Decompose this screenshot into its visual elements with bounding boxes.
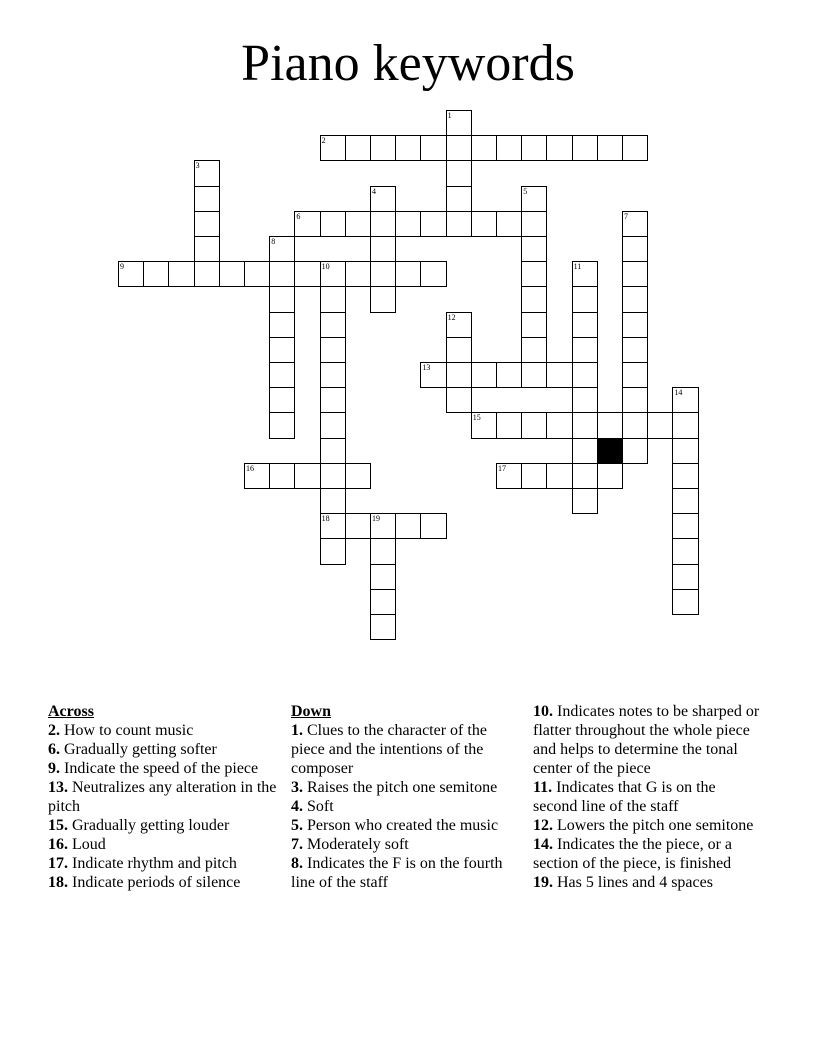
grid-cell[interactable] (269, 362, 295, 388)
clue-item (533, 778, 763, 816)
grid-cell[interactable] (320, 387, 346, 413)
grid-cell[interactable] (320, 337, 346, 363)
grid-cell[interactable] (622, 362, 648, 388)
black-cell (597, 438, 623, 464)
grid-cell[interactable] (521, 312, 547, 338)
grid-cell[interactable] (269, 412, 295, 438)
grid-cell[interactable] (572, 387, 598, 413)
cell-number: 6 (296, 211, 301, 221)
clue-number: 14. (533, 836, 553, 853)
grid-cell[interactable] (471, 412, 497, 438)
grid-cell[interactable] (294, 463, 320, 489)
down-list (291, 721, 521, 892)
grid-cell[interactable] (521, 337, 547, 363)
grid-cell[interactable] (320, 211, 346, 237)
grid-cell[interactable] (622, 135, 648, 161)
grid-cell[interactable] (345, 261, 371, 287)
clue-item (48, 721, 278, 740)
clue-item (48, 873, 278, 892)
grid-cell[interactable] (672, 463, 698, 489)
grid-cell[interactable] (269, 236, 295, 262)
cell-number: 1 (447, 111, 452, 120)
grid-cell[interactable] (370, 538, 396, 564)
grid-cell[interactable] (572, 463, 598, 489)
clue-item (291, 778, 521, 797)
clue-item (48, 854, 278, 873)
grid-cell[interactable] (395, 513, 421, 539)
cell-number: 2 (321, 136, 326, 146)
grid-cell[interactable] (194, 160, 220, 186)
grid-cell[interactable] (572, 312, 598, 338)
grid-cell[interactable] (320, 538, 346, 564)
grid-cell[interactable] (597, 135, 623, 161)
grid-cell[interactable] (546, 362, 572, 388)
clue-item (533, 835, 763, 873)
grid-cell[interactable] (370, 614, 396, 640)
grid-cell[interactable] (194, 236, 220, 262)
clue-number: 11. (533, 779, 553, 796)
grid-cell[interactable] (672, 564, 698, 590)
grid-cell[interactable] (622, 412, 648, 438)
clue-text: Has 5 lines and 4 spaces (553, 874, 713, 891)
grid-cell[interactable] (672, 538, 698, 564)
grid-cell[interactable] (219, 261, 245, 287)
cell-number: 15 (472, 413, 481, 423)
cell-number: 9 (120, 262, 124, 272)
grid-cell[interactable] (572, 286, 598, 312)
grid-cell[interactable] (521, 412, 547, 438)
grid-cell[interactable] (370, 186, 396, 212)
grid-cell[interactable] (370, 513, 396, 539)
grid-cell[interactable] (420, 211, 446, 237)
clue-text: Indicates the the piece, or a section of the piece, is finished (533, 836, 733, 872)
cell-number: 14 (674, 388, 683, 398)
grid-cell[interactable] (370, 211, 396, 237)
clue-number: 13. (48, 779, 68, 796)
grid-cell[interactable] (345, 135, 371, 161)
grid-cell[interactable] (269, 286, 295, 312)
clue-text: Soft (303, 798, 334, 815)
grid-cell[interactable] (294, 211, 320, 237)
cell-number: 3 (195, 161, 200, 171)
puzzle-title: Piano keywords (241, 35, 575, 92)
clue-number: 12. (533, 817, 553, 834)
cell-number: 8 (271, 237, 276, 246)
grid-cell[interactable] (446, 160, 472, 186)
grid-cell[interactable] (320, 261, 346, 287)
grid-cell[interactable] (572, 488, 598, 514)
grid-cell[interactable] (420, 261, 446, 287)
grid-cell[interactable] (572, 362, 598, 388)
grid-cell[interactable] (269, 261, 295, 287)
grid-cell[interactable] (521, 211, 547, 237)
grid-cell[interactable] (345, 513, 371, 539)
cell-number: 10 (321, 262, 330, 272)
grid-cell[interactable] (269, 463, 295, 489)
grid-cell[interactable] (320, 286, 346, 312)
grid-cell[interactable] (143, 261, 169, 287)
grid-cell[interactable] (496, 362, 522, 388)
clue-number: 9. (48, 760, 60, 777)
grid-cell[interactable] (446, 186, 472, 212)
grid-cell[interactable] (572, 337, 598, 363)
grid-cell[interactable] (471, 135, 497, 161)
clue-item (533, 873, 763, 892)
grid-cell[interactable] (647, 412, 673, 438)
clue-item (291, 835, 521, 854)
clue-text: Indicates the F is on the fourth line of the staff (291, 855, 503, 891)
clue-item (291, 797, 521, 816)
clue-number: 16. (48, 836, 68, 853)
grid-cell[interactable] (622, 286, 648, 312)
grid-cell[interactable] (521, 463, 547, 489)
grid-cell[interactable] (244, 463, 270, 489)
grid-cell[interactable] (420, 362, 446, 388)
grid-cell[interactable] (395, 261, 421, 287)
clue-text: Loud (68, 836, 106, 853)
grid-cell[interactable] (269, 387, 295, 413)
clue-item (48, 778, 278, 816)
grid-cell[interactable] (572, 438, 598, 464)
grid-cell[interactable] (672, 513, 698, 539)
grid-cell[interactable] (345, 463, 371, 489)
grid-cell[interactable] (496, 412, 522, 438)
clue-number: 19. (533, 874, 553, 891)
clue-item (48, 835, 278, 854)
grid-cell[interactable] (597, 463, 623, 489)
clue-number: 17. (48, 855, 68, 872)
grid-cell[interactable] (244, 261, 270, 287)
clue-number: 18. (48, 874, 68, 891)
grid-cell[interactable] (446, 387, 472, 413)
grid-cell[interactable] (320, 488, 346, 514)
grid-cell[interactable] (572, 261, 598, 287)
grid-cell[interactable] (446, 337, 472, 363)
grid-cell[interactable] (672, 589, 698, 615)
across-clues (48, 702, 278, 892)
grid-cell[interactable] (521, 286, 547, 312)
grid-cell[interactable] (395, 211, 421, 237)
grid-cell[interactable] (194, 211, 220, 237)
cell-number: 17 (498, 463, 506, 473)
clue-item (291, 854, 521, 892)
grid-cell[interactable] (521, 135, 547, 161)
grid-cell[interactable] (471, 362, 497, 388)
clue-number: 2. (48, 722, 60, 739)
down-clues-continued (533, 702, 763, 892)
grid-cell[interactable] (446, 135, 472, 161)
grid-cell[interactable] (546, 412, 572, 438)
clue-number: 10. (533, 703, 553, 720)
clue-text: Indicates that G is on the second line of the staff (533, 779, 716, 815)
grid-cell[interactable] (168, 261, 194, 287)
clue-item (291, 721, 521, 778)
across-list (48, 721, 278, 892)
grid-cell[interactable] (370, 286, 396, 312)
clue-text: Gradually getting louder (68, 817, 230, 834)
clue-number: 8. (291, 855, 303, 872)
clue-text: Lowers the pitch one semitone (553, 817, 754, 834)
clue-text: Person who created the music (303, 817, 499, 834)
clue-item (48, 816, 278, 835)
grid-cell[interactable] (622, 337, 648, 363)
grid-cell[interactable] (345, 211, 371, 237)
grid-cell[interactable] (370, 236, 396, 262)
grid-cell[interactable] (320, 362, 346, 388)
grid-cell[interactable] (546, 135, 572, 161)
across-heading: Across (48, 703, 94, 720)
grid-cell[interactable] (672, 488, 698, 514)
clue-item (48, 759, 278, 778)
clue-text: Indicate periods of silence (68, 874, 241, 891)
grid-cell[interactable] (194, 186, 220, 212)
grid-cell[interactable] (572, 135, 598, 161)
grid-cell[interactable] (294, 261, 320, 287)
cell-number: 13 (422, 363, 431, 372)
clue-number: 5. (291, 817, 303, 834)
grid-cell[interactable] (521, 236, 547, 262)
clue-text: Moderately soft (303, 836, 409, 853)
grid-cell[interactable] (194, 261, 220, 287)
clue-number: 6. (48, 741, 60, 758)
grid-cell[interactable] (446, 211, 472, 237)
grid-cell[interactable] (118, 261, 144, 287)
grid-cell[interactable] (496, 135, 522, 161)
clue-text: Indicate rhythm and pitch (68, 855, 237, 872)
down-heading: Down (291, 703, 332, 720)
down-clues (291, 702, 521, 892)
grid-cell[interactable] (446, 110, 472, 136)
cell-number: 18 (321, 514, 330, 524)
clue-item (291, 816, 521, 835)
grid-cell[interactable] (496, 463, 522, 489)
cell-number: 7 (624, 211, 628, 221)
grid-cell[interactable] (672, 412, 698, 438)
clue-text: How to count music (60, 722, 194, 739)
grid-cell[interactable] (395, 135, 421, 161)
clue-number: 7. (291, 836, 303, 853)
down-cont-list (533, 702, 763, 892)
clue-item (533, 816, 763, 835)
grid-cell[interactable] (521, 362, 547, 388)
grid-cell[interactable] (320, 135, 346, 161)
cell-number: 11 (573, 262, 582, 272)
grid-cell[interactable] (572, 412, 598, 438)
clue-text: Gradually getting softer (60, 741, 217, 758)
grid-cell[interactable] (521, 186, 547, 212)
clue-number: 3. (291, 779, 303, 796)
grid-cell[interactable] (320, 412, 346, 438)
grid-cell[interactable] (370, 261, 396, 287)
clue-number: 1. (291, 722, 303, 739)
clue-text: Clues to the character of the piece and the intentions of the composer (291, 722, 487, 777)
clue-text: Neutralizes any alteration in the pitch (48, 779, 277, 815)
clue-text: Indicates notes to be sharped or flatter throughout the whole piece and helps to determine the tonal center of the piece (533, 703, 760, 777)
grid-cell[interactable] (420, 135, 446, 161)
grid-cell[interactable] (521, 261, 547, 287)
cell-number: 16 (246, 463, 254, 473)
grid-cell[interactable] (622, 438, 648, 464)
grid-cell[interactable] (420, 513, 446, 539)
grid-cell[interactable] (320, 312, 346, 338)
grid-cell[interactable] (370, 589, 396, 615)
cell-number: 12 (447, 312, 456, 322)
grid-cell[interactable] (597, 412, 623, 438)
cell-number: 19 (372, 514, 380, 524)
grid-cell[interactable] (622, 261, 648, 287)
grid-cell[interactable] (269, 312, 295, 338)
grid-cell[interactable] (622, 236, 648, 262)
grid-cell[interactable] (496, 211, 522, 237)
clue-number: 4. (291, 798, 303, 815)
cell-number: 4 (372, 186, 376, 196)
clue-text: Raises the pitch one semitone (303, 779, 498, 796)
grid-cell[interactable] (622, 211, 648, 237)
grid-cell[interactable] (446, 312, 472, 338)
grid-cell[interactable] (269, 337, 295, 363)
grid-cell[interactable] (370, 135, 396, 161)
grid-cell[interactable] (370, 564, 396, 590)
grid-cell[interactable] (672, 438, 698, 464)
grid-cell[interactable] (320, 438, 346, 464)
grid-cell[interactable] (622, 387, 648, 413)
clue-number: 15. (48, 817, 68, 834)
clue-text: Indicate the speed of the piece (60, 760, 259, 777)
grid-cell[interactable] (546, 463, 572, 489)
clue-item (48, 740, 278, 759)
grid-cell[interactable] (446, 362, 472, 388)
grid-cell[interactable] (320, 463, 346, 489)
grid-cell[interactable] (471, 211, 497, 237)
grid-cell[interactable] (320, 513, 346, 539)
cell-number: 5 (523, 186, 528, 196)
grid-cell[interactable] (672, 387, 698, 413)
clue-item (533, 702, 763, 778)
grid-cell[interactable] (622, 312, 648, 338)
